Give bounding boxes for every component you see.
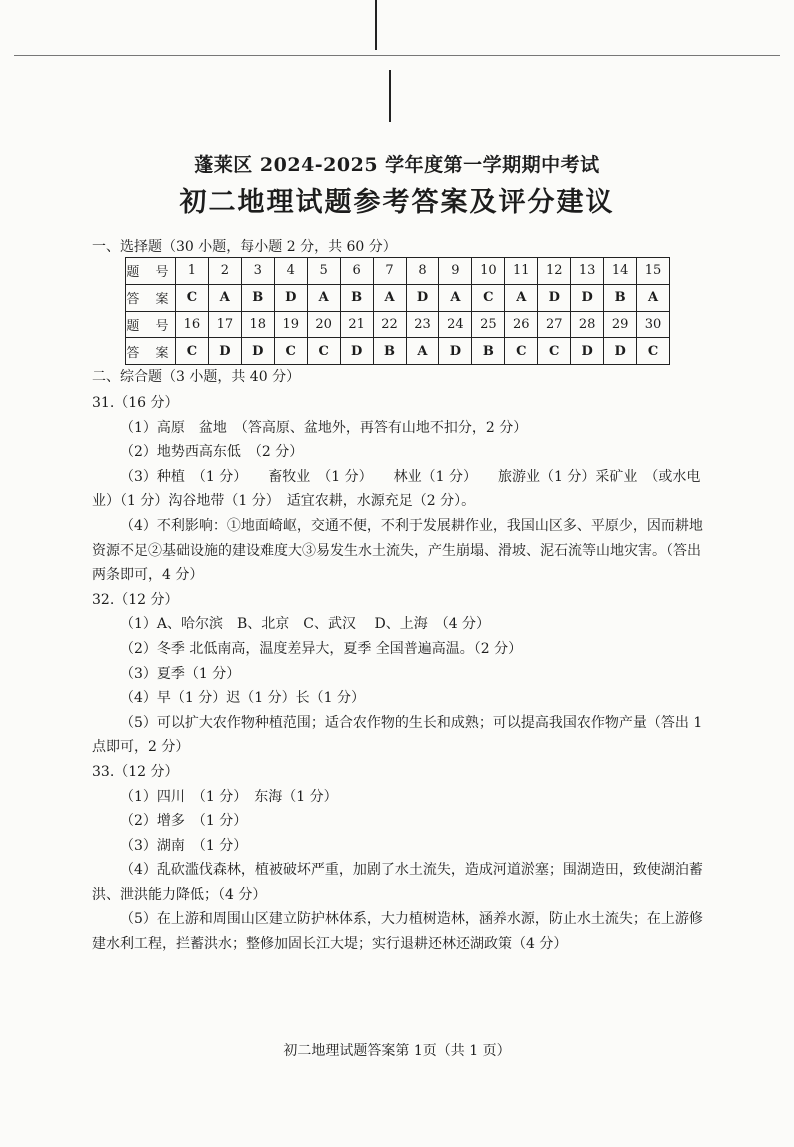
question-number: 4 <box>274 258 307 285</box>
question-number: 11 <box>505 258 538 285</box>
q32-answer-2: （2）冬季 北低南高，温度差异大，夏季 全国普遍高温。（2 分） <box>120 640 523 657</box>
answer-row <box>126 338 670 365</box>
answer-cell: B <box>604 284 637 311</box>
scan-vertical-line-mid <box>389 70 391 122</box>
row-label: 答 案 <box>126 284 176 311</box>
answer-cell: C <box>637 338 670 365</box>
q33-answer-4: （4）乱砍滥伐森林，植被破坏严重，加剧了水土流失，造成河道淤塞；围湖造田，致使湖泊蓄洪、泄洪能力降低；（4 分） <box>92 862 703 903</box>
question-number: 12 <box>538 258 571 285</box>
answer-cell: C <box>175 338 208 365</box>
q33-answer-2: （2）增多 （1 分） <box>120 813 248 830</box>
answer-key-title: 初二地理试题参考答案及评分建议 <box>179 187 615 218</box>
answer-cell: D <box>439 338 472 365</box>
answer-cell: A <box>439 284 472 311</box>
exam-title: 蓬莱区 2024-2025 学年度第一学期期中考试 <box>194 154 600 176</box>
question-number-row <box>126 258 670 285</box>
answer-cell: C <box>472 284 505 311</box>
answer-cell: D <box>538 284 571 311</box>
question-number: 7 <box>373 258 406 285</box>
answer-cell: C <box>505 338 538 365</box>
answer-cell: B <box>472 338 505 365</box>
question-number: 9 <box>439 258 472 285</box>
question-number: 23 <box>406 311 439 338</box>
question-number: 8 <box>406 258 439 285</box>
question-number: 5 <box>307 258 340 285</box>
q33-answer-5: （5）在上游和周围山区建立防护林体系，大力植树造林，涵养水源，防止水土流失；在上游修建水利工程，拦蓄洪水；整修加固长江大堤；实行退耕还林还湖政策（4 分） <box>92 911 703 953</box>
answer-cell: D <box>406 284 439 311</box>
question-number-row <box>126 311 670 338</box>
question-number: 18 <box>241 311 274 338</box>
q32-heading: 32.（12 分） <box>92 591 179 608</box>
section1-heading: 一、选择题（30 小题，每小题 2 分，共 60 分） <box>92 239 397 255</box>
q32-answer-4: （4）早（1 分）迟（1 分）长（1 分） <box>120 690 365 707</box>
page-footer: 初二地理试题答案第 1页（共 1 页） <box>283 1043 511 1059</box>
question-number: 15 <box>637 258 670 285</box>
scan-horizontal-line <box>14 55 780 56</box>
answer-cell: D <box>208 338 241 365</box>
question-number: 14 <box>604 258 637 285</box>
row-label: 题 号 <box>126 311 176 338</box>
question-number: 22 <box>373 311 406 338</box>
answer-cell: D <box>241 338 274 365</box>
question-number: 29 <box>604 311 637 338</box>
q32-answer-5: （5）可以扩大农作物种植范围；适合农作物的生长和成熟；可以提高我国农作物产量（答出 1 点即可，2 分） <box>92 714 703 756</box>
answer-cell: B <box>340 284 373 311</box>
question-number: 19 <box>274 311 307 338</box>
q31-heading: 31.（16 分） <box>92 395 179 411</box>
question-number: 2 <box>208 258 241 285</box>
row-label: 题 号 <box>126 258 176 285</box>
question-number: 16 <box>175 311 208 338</box>
q31-answer-4: （4）不利影响：①地面崎岖，交通不便，不利于发展耕作业，我国山区多、平原少，因而耕地资源不足②基础设施的建设难度大③易发生水土流失，产生崩塌、滑坡、泥石流等山地灾害。（答出两条即可，4 分） <box>92 517 703 584</box>
answer-cell: C <box>175 284 208 311</box>
question-number: 30 <box>637 311 670 338</box>
question-number: 26 <box>505 311 538 338</box>
question-number: 28 <box>571 311 604 338</box>
answer-row <box>126 284 670 311</box>
answer-cell: D <box>340 338 373 365</box>
answer-cell: D <box>274 284 307 311</box>
q31-answer-3: （3）种植 （1 分） 畜牧业 （1 分） 林业（1 分） 旅游业（1 分）采矿业 （或水电业）（1 分）沟谷地带（1 分） 适宜农耕，水源充足（2 分）。 <box>92 468 701 510</box>
answer-cell: A <box>637 284 670 311</box>
q32-answer-3: （3）夏季（1 分） <box>120 665 241 682</box>
row-label: 答 案 <box>126 338 176 365</box>
answer-cell: A <box>373 284 406 311</box>
choice-answer-table <box>125 257 670 365</box>
question-number: 24 <box>439 311 472 338</box>
answer-cell: C <box>538 338 571 365</box>
answer-cell: A <box>406 338 439 365</box>
q33-answer-3: （3）湖南 （1 分） <box>120 837 248 854</box>
scan-vertical-line-top <box>375 0 377 50</box>
question-number: 27 <box>538 311 571 338</box>
answer-cell: B <box>241 284 274 311</box>
answer-cell: D <box>571 338 604 365</box>
question-number: 1 <box>175 258 208 285</box>
q32-answer-1: （1）A、哈尔滨 B、北京 C、武汉 D、上海 （4 分） <box>120 616 491 633</box>
question-number: 17 <box>208 311 241 338</box>
question-number: 20 <box>307 311 340 338</box>
section2-heading: 二、综合题（3 小题，共 40 分） <box>92 369 301 385</box>
answer-cell: B <box>373 338 406 365</box>
question-number: 21 <box>340 311 373 338</box>
question-number: 3 <box>241 258 274 285</box>
question-number: 6 <box>340 258 373 285</box>
section2-content <box>92 391 712 957</box>
question-number: 25 <box>472 311 505 338</box>
answer-cell: A <box>505 284 538 311</box>
question-number: 10 <box>472 258 505 285</box>
q31-answer-1: （1）高原 盆地 （答高原、盆地外，再答有山地不扣分，2 分） <box>120 419 528 436</box>
answer-cell: C <box>274 338 307 365</box>
q31-answer-2: （2）地势西高东低 （2 分） <box>120 444 304 461</box>
answer-cell: C <box>307 338 340 365</box>
answer-cell: D <box>604 338 637 365</box>
q33-answer-1: （1）四川 （1 分） 东海（1 分） <box>120 788 338 805</box>
answer-cell: A <box>208 284 241 311</box>
question-number: 13 <box>571 258 604 285</box>
answer-cell: D <box>571 284 604 311</box>
q33-heading: 33.（12 分） <box>92 763 179 780</box>
answer-cell: A <box>307 284 340 311</box>
